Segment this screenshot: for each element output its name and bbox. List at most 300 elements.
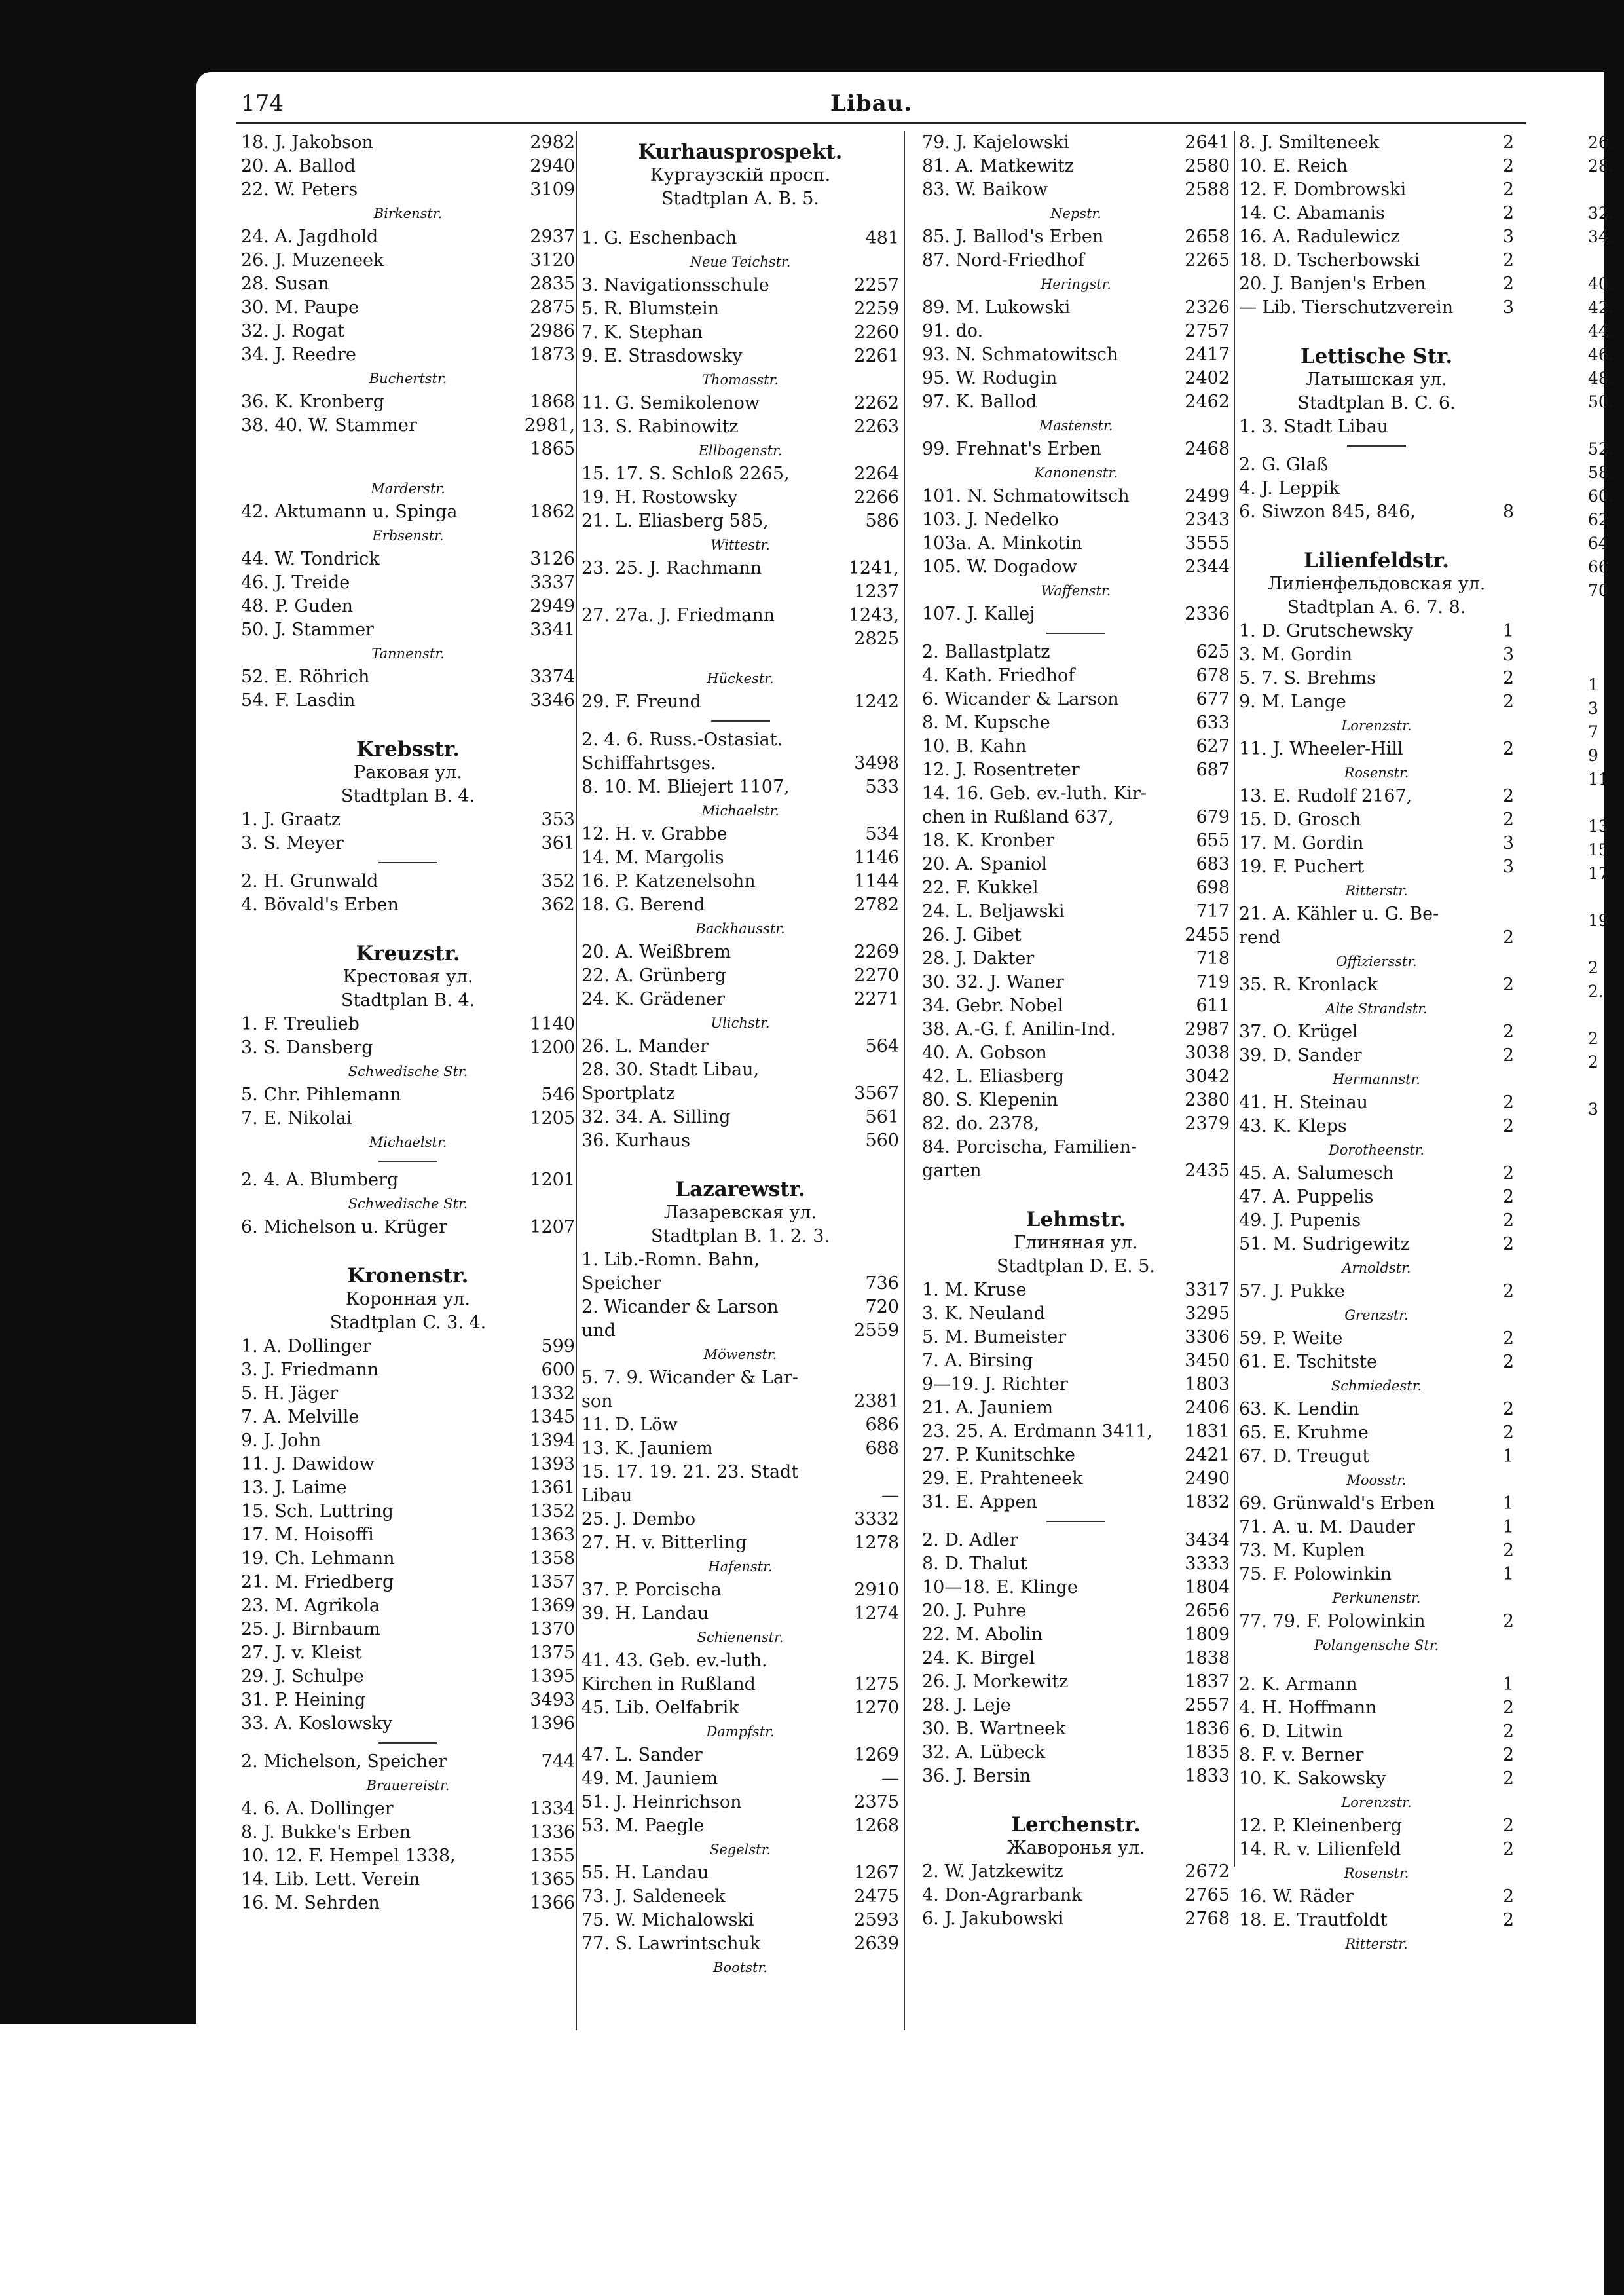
entry-number: 2982 bbox=[530, 132, 575, 153]
address-entry bbox=[1239, 1445, 1514, 1468]
edge-fragment bbox=[1588, 933, 1614, 956]
address-entry bbox=[1239, 249, 1514, 272]
entry-owner: 101. N. Schmatowitsch bbox=[922, 486, 1130, 506]
entry-owner: 9—19. J. Richter bbox=[922, 1374, 1068, 1394]
directory-column bbox=[581, 131, 899, 1979]
entry-owner: 26. J. Muzeneek bbox=[241, 250, 384, 271]
entry-owner: 87. Nord-Friedhof bbox=[922, 250, 1084, 271]
entry-number: 717 bbox=[1196, 901, 1230, 922]
entry-owner: 37. P. Porcischa bbox=[581, 1580, 722, 1600]
entry-number: 627 bbox=[1196, 736, 1230, 756]
entry-number: 3306 bbox=[1185, 1327, 1230, 1347]
entry-number: 2265 bbox=[1185, 250, 1230, 271]
entry-owner: 38. A.-G. f. Anilin-Ind. bbox=[922, 1019, 1116, 1039]
entry-owner: 82. do. 2378, bbox=[922, 1113, 1040, 1134]
edge-fragment bbox=[1588, 249, 1614, 272]
entry-number: 1 bbox=[1502, 1493, 1514, 1514]
entry-owner: 18. G. Berend bbox=[581, 895, 705, 915]
entry-owner: 42. L. Eliasberg bbox=[922, 1066, 1065, 1087]
entry-number: 2 bbox=[1502, 1698, 1514, 1718]
address-entry bbox=[922, 876, 1230, 900]
address-entry bbox=[241, 500, 575, 524]
address-entry bbox=[922, 947, 1230, 971]
entry-number: 2402 bbox=[1185, 368, 1230, 388]
address-entry bbox=[1239, 1398, 1514, 1421]
line-text: Marderstr. bbox=[371, 481, 445, 496]
entry-owner: 4. H. Hoffmann bbox=[1239, 1698, 1377, 1718]
entry-owner: 77. S. Lawrintschuk bbox=[581, 1933, 761, 1954]
entry-number: 1862 bbox=[530, 502, 575, 522]
address-entry bbox=[922, 249, 1230, 272]
city-plan-ref bbox=[581, 187, 899, 211]
line-text: Кургаузскій просп. bbox=[650, 165, 831, 185]
line-text: Buchertstr. bbox=[369, 371, 447, 386]
entry-number: 2937 bbox=[530, 227, 575, 247]
entry-number: 2 bbox=[1502, 1234, 1514, 1254]
entry-number: 1146 bbox=[854, 848, 899, 868]
address-entry bbox=[922, 1373, 1230, 1396]
entry-owner: 25. J. Birnbaum bbox=[241, 1619, 380, 1639]
city-plan-ref bbox=[241, 989, 575, 1013]
cross-street-label bbox=[581, 917, 899, 941]
entry-owner: 28. 30. Stadt Libau, bbox=[581, 1060, 760, 1080]
entry-number: 2 bbox=[1502, 1187, 1514, 1207]
entry-owner: 4. J. Leppik bbox=[1239, 478, 1340, 498]
entry-number: 1243, bbox=[848, 605, 899, 625]
address-entry bbox=[1239, 1744, 1514, 1767]
entry-owner: 93. N. Schmatowitsch bbox=[922, 345, 1118, 365]
entry-owner: 9. M. Lange bbox=[1239, 692, 1346, 712]
edge-fragment: 34. bbox=[1588, 227, 1614, 246]
entry-owner: 7. A. Birsing bbox=[922, 1351, 1033, 1371]
address-entry bbox=[922, 971, 1230, 994]
address-entry bbox=[241, 832, 575, 855]
address-entry bbox=[581, 1366, 899, 1390]
street-heading bbox=[1239, 345, 1514, 368]
address-entry bbox=[241, 178, 575, 202]
entry-number: 2 bbox=[1502, 668, 1514, 688]
address-entry bbox=[922, 1326, 1230, 1349]
entry-number: 2406 bbox=[1185, 1398, 1230, 1418]
entry-number: 2656 bbox=[1185, 1601, 1230, 1621]
entry-number: 2 bbox=[1502, 1116, 1514, 1136]
entry-number: 2559 bbox=[854, 1320, 899, 1341]
entry-number: 1267 bbox=[854, 1863, 899, 1883]
entry-owner: 21. L. Eliasberg 585, bbox=[581, 511, 769, 531]
street-name-cyrillic bbox=[241, 965, 575, 989]
entry-owner: 21. M. Friedberg bbox=[241, 1572, 394, 1592]
entry-owner: 79. J. Kajelowski bbox=[922, 132, 1069, 153]
street-heading bbox=[241, 1264, 575, 1288]
entry-number: 2940 bbox=[530, 156, 575, 176]
entry-owner: 49. M. Jauniem bbox=[581, 1768, 718, 1789]
line-text: Michaelstr. bbox=[369, 1134, 447, 1150]
entry-number: 2260 bbox=[854, 322, 899, 343]
spacer bbox=[241, 461, 575, 477]
entry-number: 2417 bbox=[1185, 345, 1230, 365]
line-text: Heringstr. bbox=[1040, 276, 1112, 292]
address-entry bbox=[581, 846, 899, 870]
line-text: Brauereistr. bbox=[366, 1778, 450, 1793]
spacer bbox=[1239, 1657, 1514, 1673]
entry-number: 2 bbox=[1502, 1022, 1514, 1042]
entry-owner: 3. S. Dansberg bbox=[241, 1037, 373, 1058]
address-entry bbox=[581, 690, 899, 714]
address-entry bbox=[581, 1272, 899, 1296]
entry-owner: 1. G. Eschenbach bbox=[581, 228, 737, 248]
entry-owner: 84. Porcischa, Familien- bbox=[922, 1137, 1137, 1157]
entry-owner: 32. J. Rogat bbox=[241, 321, 345, 341]
cross-street-label bbox=[1239, 1138, 1514, 1162]
rule-line bbox=[378, 1742, 437, 1744]
entry-number: 561 bbox=[865, 1107, 899, 1127]
address-entry bbox=[922, 641, 1230, 664]
entry-number: 1831 bbox=[1185, 1421, 1230, 1442]
entry-number: 2379 bbox=[1185, 1113, 1230, 1134]
address-entry bbox=[922, 1278, 1230, 1302]
entry-owner: 2. 4. 6. Russ.-Ostasiat. bbox=[581, 730, 783, 750]
directory-column bbox=[1239, 131, 1514, 1956]
line-text: Lorenzstr. bbox=[1341, 1795, 1412, 1810]
entry-owner: 24. L. Beljawski bbox=[922, 901, 1065, 922]
address-entry bbox=[922, 1552, 1230, 1576]
cross-street-label bbox=[922, 414, 1230, 438]
edge-fragment: 62 bbox=[1588, 510, 1609, 529]
entry-owner: 10. K. Sakowsky bbox=[1239, 1768, 1386, 1789]
spacer bbox=[241, 1239, 575, 1255]
edge-fragment: 64 bbox=[1588, 534, 1609, 553]
line-text: Раковая ул. bbox=[354, 762, 462, 783]
entry-owner: 27. P. Kunitschke bbox=[922, 1445, 1075, 1465]
entry-number: 1375 bbox=[530, 1643, 575, 1663]
cross-street-label bbox=[1239, 1303, 1514, 1327]
entry-number: 2 bbox=[1502, 1399, 1514, 1419]
line-text: Hafenstr. bbox=[708, 1559, 773, 1575]
entry-number: 3493 bbox=[530, 1690, 575, 1710]
edge-fragment: 44. bbox=[1588, 322, 1614, 341]
address-entry bbox=[581, 1319, 899, 1343]
entry-number: 3555 bbox=[1185, 533, 1230, 553]
line-text: Dorotheenstr. bbox=[1328, 1142, 1425, 1158]
entry-owner: 97. K. Ballod bbox=[922, 392, 1037, 412]
entry-number: 2271 bbox=[854, 989, 899, 1009]
street-heading bbox=[581, 140, 899, 164]
line-text: Rosenstr. bbox=[1344, 1865, 1409, 1881]
entry-owner: 20. J. Puhre bbox=[922, 1601, 1027, 1621]
entry-owner: 2. 4. A. Blumberg bbox=[241, 1170, 399, 1190]
line-text: Arnoldstr. bbox=[1342, 1260, 1411, 1276]
street-name-cyrillic bbox=[922, 1231, 1230, 1255]
entry-owner: 27. H. v. Bitterling bbox=[581, 1533, 747, 1553]
address-entry bbox=[241, 689, 575, 713]
address-entry bbox=[922, 1670, 1230, 1694]
entry-number: 2 bbox=[1502, 1540, 1514, 1561]
section-rule bbox=[922, 626, 1230, 641]
entry-number: 2259 bbox=[854, 299, 899, 319]
edge-fragment bbox=[1588, 1003, 1614, 1027]
entry-number: 688 bbox=[865, 1438, 899, 1459]
cross-street-label bbox=[241, 524, 575, 548]
cross-street-label bbox=[581, 1011, 899, 1035]
rule-line bbox=[1046, 633, 1105, 634]
entry-number: 2 bbox=[1502, 1886, 1514, 1907]
entry-owner: 1. A. Dollinger bbox=[241, 1336, 371, 1356]
cross-street-label bbox=[922, 461, 1230, 485]
address-entry bbox=[241, 343, 575, 367]
cross-street-label bbox=[581, 439, 899, 462]
entry-number: 2765 bbox=[1185, 1885, 1230, 1905]
entry-owner: 47. A. Puppelis bbox=[1239, 1187, 1374, 1207]
city-plan-ref bbox=[922, 1255, 1230, 1278]
entry-number: 2 bbox=[1502, 810, 1514, 830]
entry-owner: 10—18. E. Klinge bbox=[922, 1577, 1078, 1597]
entry-number: 1334 bbox=[530, 1799, 575, 1819]
entry-owner: 52. E. Röhrich bbox=[241, 667, 370, 687]
entry-owner: 3. S. Meyer bbox=[241, 833, 344, 853]
entry-owner: 3. J. Friedmann bbox=[241, 1360, 379, 1380]
address-entry bbox=[241, 1453, 575, 1476]
entry-owner: 44. W. Tondrick bbox=[241, 549, 380, 569]
line-text: Lilienfeldstr. bbox=[1304, 549, 1449, 572]
edge-column bbox=[1588, 131, 1614, 1121]
entry-owner: 5. Chr. Pihlemann bbox=[241, 1085, 401, 1105]
entry-owner: 27. 27a. J. Friedmann bbox=[581, 605, 775, 625]
address-entry bbox=[1239, 690, 1514, 714]
entry-number: 2269 bbox=[854, 942, 899, 962]
cross-street-label bbox=[241, 1130, 575, 1154]
address-entry bbox=[922, 555, 1230, 579]
spacer bbox=[1239, 320, 1514, 335]
entry-owner: 4. Don-Agrarbank bbox=[922, 1885, 1082, 1905]
entry-number: 2462 bbox=[1185, 392, 1230, 412]
address-entry bbox=[581, 510, 899, 533]
entry-owner: 48. P. Guden bbox=[241, 596, 353, 616]
entry-number: 678 bbox=[1196, 665, 1230, 686]
street-heading bbox=[581, 1178, 899, 1201]
cross-street-label bbox=[581, 1555, 899, 1578]
entry-number: 2641 bbox=[1185, 132, 1230, 153]
cross-street-label bbox=[241, 1060, 575, 1083]
entry-owner: 71. A. u. M. Dauder bbox=[1239, 1517, 1415, 1537]
entry-number: 3042 bbox=[1185, 1066, 1230, 1087]
entry-owner: 32. A. Lübeck bbox=[922, 1742, 1046, 1763]
address-entry bbox=[581, 941, 899, 964]
entry-number: 720 bbox=[865, 1297, 899, 1317]
entry-owner: 14. 16. Geb. ev.-luth. Kir- bbox=[922, 783, 1147, 804]
address-entry bbox=[1239, 620, 1514, 643]
entry-number: 3 bbox=[1502, 857, 1514, 877]
address-entry bbox=[922, 1065, 1230, 1089]
entry-number: 3567 bbox=[854, 1083, 899, 1104]
entry-number: 1358 bbox=[530, 1548, 575, 1569]
address-entry bbox=[241, 1083, 575, 1107]
entry-number: 2 bbox=[1502, 1611, 1514, 1632]
entry-number: 2344 bbox=[1185, 557, 1230, 577]
entry-number: 600 bbox=[541, 1360, 575, 1380]
entry-number: 2 bbox=[1502, 250, 1514, 271]
entry-number: 2 bbox=[1502, 1768, 1514, 1789]
address-entry bbox=[922, 320, 1230, 343]
city-plan-ref bbox=[241, 785, 575, 808]
address-entry bbox=[581, 415, 899, 439]
entry-number: 3 bbox=[1502, 833, 1514, 853]
entry-owner: 8. D. Thalut bbox=[922, 1554, 1027, 1574]
edge-fragment bbox=[1588, 626, 1614, 650]
entry-number: 2262 bbox=[854, 393, 899, 413]
entry-owner: 43. K. Kleps bbox=[1239, 1116, 1347, 1136]
edge-fragment bbox=[1588, 603, 1614, 626]
address-entry bbox=[1239, 785, 1514, 808]
entry-number: 2 bbox=[1502, 1210, 1514, 1231]
entry-number: 2986 bbox=[530, 321, 575, 341]
entry-number: 2 bbox=[1502, 1045, 1514, 1066]
entry-owner: 5. M. Bumeister bbox=[922, 1327, 1067, 1347]
entry-number: 718 bbox=[1196, 948, 1230, 969]
address-entry bbox=[922, 1529, 1230, 1552]
entry-owner: 2. H. Grunwald bbox=[241, 871, 378, 891]
entry-number: 1370 bbox=[530, 1619, 575, 1639]
entry-owner: 57. J. Pukke bbox=[1239, 1281, 1345, 1301]
line-text: Alte Strandstr. bbox=[1325, 1001, 1428, 1017]
spacer bbox=[922, 1788, 1230, 1804]
entry-number: 2875 bbox=[530, 297, 575, 318]
entry-number: 2 bbox=[1502, 1816, 1514, 1836]
entry-number: 3374 bbox=[530, 667, 575, 687]
scan-border-left bbox=[0, 0, 196, 2024]
entry-owner: 32. 34. A. Silling bbox=[581, 1107, 731, 1127]
entry-owner: 22. F. Kukkel bbox=[922, 878, 1039, 898]
address-entry bbox=[581, 1673, 899, 1696]
entry-owner: garten bbox=[922, 1161, 982, 1181]
entry-number: 1868 bbox=[530, 392, 575, 412]
line-text: Ulichstr. bbox=[710, 1015, 770, 1031]
street-name-cyrillic bbox=[241, 761, 575, 785]
address-entry bbox=[1239, 1539, 1514, 1563]
entry-owner: 22. W. Peters bbox=[241, 179, 358, 200]
entry-owner: 1. J. Graatz bbox=[241, 810, 341, 830]
city-plan-ref bbox=[1239, 596, 1514, 620]
entry-owner: 7. E. Nikolai bbox=[241, 1108, 352, 1129]
entry-owner: 10. E. Reich bbox=[1239, 156, 1348, 176]
entry-owner: chen in Rußland 637, bbox=[922, 807, 1114, 827]
line-text: Hückestr. bbox=[707, 671, 774, 686]
line-text: Lerchenstr. bbox=[1011, 1813, 1141, 1837]
address-entry bbox=[922, 390, 1230, 414]
entry-number: 1270 bbox=[854, 1698, 899, 1718]
entry-number: 2270 bbox=[854, 965, 899, 986]
line-text: Stadtplan C. 3. 4. bbox=[329, 1313, 487, 1333]
entry-number: 2557 bbox=[1185, 1695, 1230, 1715]
cross-street-label bbox=[581, 250, 899, 274]
entry-number: 1 bbox=[1502, 1446, 1514, 1466]
line-text: Schienenstr. bbox=[697, 1630, 784, 1645]
address-entry bbox=[241, 1868, 575, 1892]
address-entry bbox=[1239, 1909, 1514, 1932]
entry-owner: 67. D. Treugut bbox=[1239, 1446, 1370, 1466]
entry-owner: 41. 43. Geb. ev.-luth. bbox=[581, 1651, 767, 1671]
section-rule bbox=[922, 1514, 1230, 1529]
address-entry bbox=[581, 274, 899, 297]
cross-street-label bbox=[1239, 714, 1514, 737]
address-entry bbox=[922, 296, 1230, 320]
entry-owner: 26. L. Mander bbox=[581, 1036, 709, 1056]
edge-fragment: 60. bbox=[1588, 487, 1614, 506]
entry-owner: 1. 3. Stadt Libau bbox=[1239, 417, 1389, 437]
edge-fragment: 28. bbox=[1588, 157, 1614, 176]
edge-fragment: 17 bbox=[1588, 864, 1609, 883]
address-entry bbox=[581, 1696, 899, 1720]
entry-owner: 8. F. v. Berner bbox=[1239, 1745, 1364, 1765]
entry-owner: 10. 12. F. Hempel 1338, bbox=[241, 1846, 456, 1866]
header-rule bbox=[236, 122, 1526, 124]
entry-owner: 21. A. Kähler u. G. Be- bbox=[1239, 904, 1439, 924]
line-text: Stadtplan A. B. 5. bbox=[661, 189, 819, 209]
address-entry bbox=[1239, 832, 1514, 855]
entry-owner: 89. M. Lukowski bbox=[922, 297, 1071, 318]
edge-fragment: 3 bbox=[1588, 1100, 1598, 1119]
entry-owner: 39. H. Landau bbox=[581, 1603, 709, 1624]
address-entry bbox=[1239, 1838, 1514, 1861]
entry-owner: 1. D. Grutschewsky bbox=[1239, 621, 1413, 641]
edge-fragment: 70 bbox=[1588, 581, 1609, 600]
entry-owner: 8. M. Kupsche bbox=[922, 713, 1050, 733]
address-entry bbox=[581, 1531, 899, 1555]
address-entry bbox=[581, 1578, 899, 1602]
address-entry bbox=[1239, 1351, 1514, 1374]
address-entry bbox=[922, 1717, 1230, 1741]
entry-owner: 15. 17. 19. 21. 23. Stadt bbox=[581, 1462, 799, 1482]
entry-number: 2264 bbox=[854, 464, 899, 484]
address-entry bbox=[922, 664, 1230, 688]
entry-number: 2336 bbox=[1185, 604, 1230, 624]
entry-number: 3346 bbox=[530, 690, 575, 711]
cross-street-label bbox=[922, 579, 1230, 603]
entry-number: 2835 bbox=[530, 274, 575, 294]
address-entry bbox=[241, 1429, 575, 1453]
entry-number: 2757 bbox=[1185, 321, 1230, 341]
spacer bbox=[1239, 524, 1514, 540]
address-entry bbox=[1239, 973, 1514, 997]
entry-owner: 28. J. Dakter bbox=[922, 948, 1035, 969]
cross-street-label bbox=[581, 533, 899, 557]
address-entry bbox=[241, 1750, 575, 1774]
entry-number: 2658 bbox=[1185, 227, 1230, 247]
address-entry bbox=[922, 1576, 1230, 1599]
street-name-cyrillic bbox=[581, 1201, 899, 1225]
entry-owner: 5. 7. 9. Wicander & Lar- bbox=[581, 1368, 798, 1388]
entry-owner: rend bbox=[1239, 927, 1281, 948]
entry-owner: 45. Lib. Oelfabrik bbox=[581, 1698, 739, 1718]
entry-owner: 10. B. Kahn bbox=[922, 736, 1027, 756]
address-entry bbox=[922, 1018, 1230, 1041]
entry-owner: 77. 79. F. Polowinkin bbox=[1239, 1611, 1426, 1632]
entry-owner: 17. M. Hoisoffi bbox=[241, 1525, 374, 1545]
entry-number: 1369 bbox=[530, 1595, 575, 1616]
line-text: Bootstr. bbox=[713, 1960, 767, 1975]
entry-owner: 12. H. v. Grabbe bbox=[581, 824, 728, 844]
column-divider bbox=[1234, 131, 1235, 1867]
line-text: Lorenzstr. bbox=[1341, 718, 1412, 734]
edge-fragment: 1 bbox=[1588, 675, 1598, 694]
entry-owner: 18. E. Trautfoldt bbox=[1239, 1910, 1388, 1930]
entry-owner: 38. 40. W. Stammer bbox=[241, 415, 417, 436]
entry-number: 2 bbox=[1502, 179, 1514, 200]
entry-number: 2435 bbox=[1185, 1161, 1230, 1181]
entry-owner: 29. E. Prahteneek bbox=[922, 1468, 1083, 1489]
entry-number: 1352 bbox=[530, 1501, 575, 1521]
entry-number: 1355 bbox=[530, 1846, 575, 1866]
cross-street-label bbox=[1239, 1861, 1514, 1885]
